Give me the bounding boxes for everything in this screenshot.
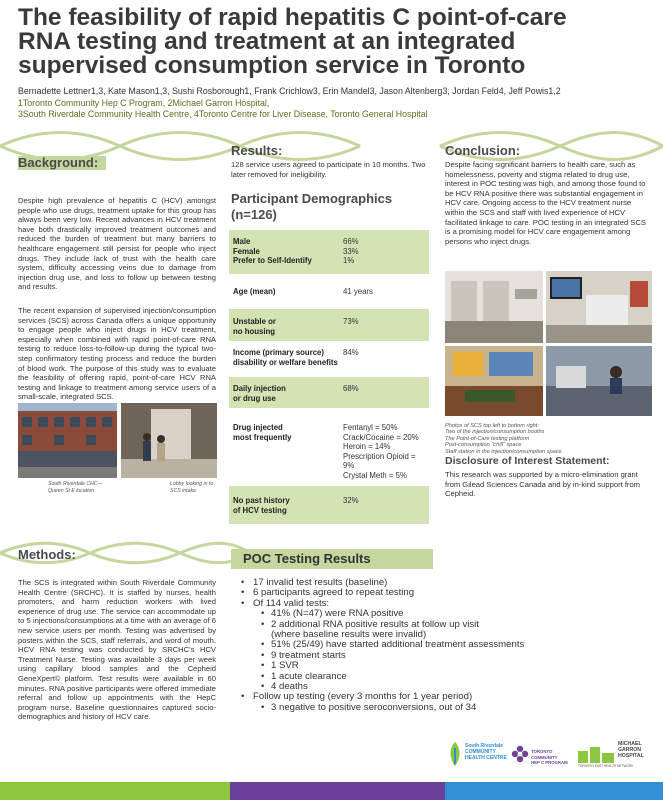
- poc-result-item: • 41% (N=47) were RNA positive: [241, 609, 661, 619]
- mgh-logo: [578, 740, 660, 770]
- bottom-band-green: [0, 782, 230, 800]
- poc-results-list: [241, 578, 661, 713]
- bottom-band-purple: [230, 782, 445, 800]
- results-heading: Results:: [231, 143, 283, 158]
- demo-row-drugs: [229, 411, 429, 489]
- photo-lobby: [121, 403, 217, 478]
- affiliations-line-1: 1Toronto Community Hep C Program, 2Michael Garron Hospital,: [18, 98, 270, 108]
- methods-heading: Methods:: [18, 547, 76, 562]
- value-fentanyl: Fentanyl = 50%: [343, 423, 398, 432]
- label-age: Age (mean): [233, 287, 276, 296]
- poc-result-item: • 6 participants agreed to repeat testing: [241, 588, 661, 598]
- caption-lobby: Lobby looking in to SCS intake: [170, 481, 214, 494]
- label-drugs-line-2: most frequently: [233, 432, 292, 442]
- demo-row-daily-use: [229, 377, 429, 408]
- demo-label-gender: [233, 237, 312, 266]
- label-past-testing: [233, 496, 290, 515]
- demo-value-gender: [343, 237, 359, 266]
- label-self-identify: Prefer to Self-Identify: [233, 256, 312, 265]
- tchp-line-1: TORONTO COMMUNITY: [531, 749, 558, 760]
- srchc-logo-text: [465, 743, 507, 761]
- disclosure-text: This research was supported by a micro-elimination grant from Gilead Sciences Canada and by in-kind support from Cepheid.: [445, 470, 641, 499]
- value-prescription-opioid: Prescription Opioid = 9%: [343, 451, 416, 470]
- value-daily-use: 68%: [343, 384, 359, 393]
- label-daily-use-line-1: Daily injection: [233, 384, 286, 393]
- value-age: 41 years: [343, 287, 373, 296]
- scs-photos-caption: [445, 423, 650, 455]
- label-past-testing-line-2: of HCV testing: [233, 505, 287, 515]
- label-daily-use: [233, 384, 286, 403]
- label-drugs-line-1: Drug injected: [233, 423, 283, 432]
- mgh-logo-text: [618, 741, 644, 759]
- mgh-line-3: HOSPITAL: [618, 753, 644, 759]
- poc-result-item: • Of 114 valid tests:: [241, 599, 661, 609]
- demo-row-age: [229, 278, 429, 306]
- poc-result-item: • 3 negative to positive seroconversions, out of 34: [241, 703, 661, 713]
- srchc-line-3: HEALTH CENTRE: [465, 755, 507, 761]
- poc-result-item: • 9 treatment starts: [241, 651, 661, 661]
- title-line-1: The feasibility of rapid hepatitis C point-of-care: [18, 4, 567, 31]
- affiliations-line-2: 3South Riverdale Community Health Centre, 4Toronto Centre for Liver Disease, Toronto General Hospital: [18, 109, 428, 119]
- background-paragraph-1: Despite high prevalence of hepatitis C (HCV) amongst people who use drugs, treatment uptake for this group has always been very low. Recent advances in HCV treatment have both drastically improved treatment outcomes and reduced the burden of treatment but many barriers to healthcare engagement still persist for people who inject drugs. They include lack of trust with the health care system, difficulty accessing veins due to damage from injection drug use, and loss to follow up between testing and results.: [18, 196, 216, 292]
- value-male: 66%: [343, 237, 359, 246]
- caption-building: South Riverdale CHC— Queen St E location: [48, 481, 103, 494]
- mgh-line-2: GARRON: [618, 747, 642, 753]
- bottom-band-blue: [445, 782, 663, 800]
- demo-row-gender: [229, 230, 429, 274]
- caption-title: Photos of SCS top left to bottom right:: [445, 423, 539, 429]
- caption-line-3: Post-consumption "chill" space: [445, 442, 522, 449]
- conclusion-text: Despite facing significant barriers to health care, such as homelessness, poverty and stigma related to drug use, interest in POC testing was high, and among those found to be HCV RNA positive there was substantial engagement in HCV care. Ongoing access to the HCV treatment nurse within the SCS and staff with lived experience of HCV facilitated linkage to care. POC testing in an integrated SCS is a promising model for HCV care engagement among persons who inject drugs.: [445, 160, 646, 246]
- label-income: [233, 348, 338, 367]
- srchc-logo: [447, 742, 507, 768]
- conclusion-heading: Conclusion:: [445, 143, 521, 158]
- photo-injection-booths: [445, 271, 543, 343]
- label-housing-line-2: no housing: [233, 326, 276, 336]
- value-crack-cocaine: Crack/Cocaine = 20%: [343, 432, 419, 442]
- tchp-logo-text: [531, 749, 573, 766]
- poc-heading: POC Testing Results: [243, 551, 371, 566]
- photo-staff-station: [546, 346, 652, 416]
- label-housing: [233, 317, 276, 336]
- demographics-heading: [231, 191, 392, 223]
- title-line-3: supervised consumption service in Toronto: [18, 52, 526, 79]
- demo-row-housing: [229, 309, 429, 341]
- photo-chill-space: [445, 346, 543, 416]
- value-income: 84%: [343, 348, 359, 357]
- photo-srchc-building: [18, 403, 117, 478]
- label-daily-use-line-2: or drug use: [233, 393, 276, 403]
- results-text: 128 service users agreed to participate in 10 months. Two later removed for ineligibility.: [231, 160, 426, 179]
- caption-line-1: Two of the injection/consumption booths: [445, 429, 545, 436]
- value-self-identify: 1%: [343, 256, 355, 265]
- label-housing-line-1: Unstable or: [233, 317, 276, 326]
- demographics-heading-line-2: (n=126): [231, 207, 277, 222]
- value-past-testing: 32%: [343, 496, 359, 505]
- poster-title: [18, 6, 648, 78]
- value-crystal-meth: Crystal Meth = 5%: [343, 470, 407, 480]
- label-female: Female: [233, 246, 260, 256]
- poc-result-item: • 4 deaths: [241, 682, 661, 692]
- value-housing: 73%: [343, 317, 359, 326]
- value-female: 33%: [343, 246, 359, 256]
- poc-result-item: • 51% (25/49) have started additional treatment assessments: [241, 640, 661, 650]
- demographics-heading-line-1: Participant Demographics: [231, 191, 393, 206]
- srchc-leaf-icon: [447, 742, 463, 766]
- label-drugs: [233, 423, 291, 442]
- poc-result-item: • 17 invalid test results (baseline): [241, 578, 661, 588]
- poc-result-item: • 2 additional RNA positive results at follow up visit: [241, 620, 661, 630]
- srchc-line-1: South Riverdale: [465, 743, 504, 749]
- value-drugs: [343, 423, 429, 480]
- label-income-line-2: disability or welfare benefits: [233, 357, 338, 367]
- poc-result-item: • 1 acute clearance: [241, 672, 661, 682]
- poc-result-item: • 1 SVR: [241, 661, 661, 671]
- caption-line-2: The Point-of-Care testing platform: [445, 435, 530, 442]
- value-heroin: Heroin = 14%: [343, 442, 391, 451]
- demo-row-past-testing: [229, 486, 429, 524]
- caption-line-4: Staff station in the injection/consumption space: [445, 448, 562, 455]
- affiliations: [18, 98, 658, 120]
- authors: Bernadette Lettner1,3, Kate Mason1,3, Sushi Rosborough1, Frank Crichlow3, Erin Mandel3, Jason Altenberg3, Jordan Feld4, Jeff Powis1,2: [18, 86, 561, 96]
- title-line-2: RNA testing and treatment at an integrated: [18, 28, 516, 55]
- poc-result-item: (where baseline results were invalid): [271, 629, 427, 641]
- tchp-logo: [511, 742, 573, 768]
- mgh-line-1: MICHAEL: [618, 741, 642, 747]
- background-paragraph-2: The recent expansion of supervised injection/consumption services (SCS) across Canada offers a unique opportunity to engage people who inject drugs in HCV treatment, especially when combined with rapid point-of-care RNA testing to reduce loss-to-follow-up during the typical two-step confirmatory testing process and reduce the burden of blood work. The purpose of this study was to evaluate the feasibility of offering rapid, point-of-care HCV RNA testing and linkage to treatment among service users of a small-scale, integrated SCS.: [18, 306, 216, 402]
- background-heading: Background:: [18, 155, 99, 170]
- mgh-building-icon: [578, 745, 614, 763]
- srchc-line-2: COMMUNITY: [465, 749, 496, 755]
- label-past-testing-line-1: No past history: [233, 496, 290, 505]
- mgh-subtitle: TORONTO EAST HEALTH NETWORK: [578, 764, 634, 768]
- label-male: Male: [233, 237, 251, 246]
- tchp-flower-icon: [511, 745, 529, 763]
- disclosure-heading: Disclosure of Interest Statement:: [445, 455, 610, 467]
- methods-text: The SCS is integrated within South Riverdale Community Health Centre (SRCHC). It is staffed by nurses, health promoters, and harm reduction workers with lived experience of drug use. The service can accommodate up to 5 injections/consumptions at a time with an average of 6 new service users per month. Testing was advertised by posters within the SCS, staff referrals, and word of mouth. HCV RNA testing was conducted by SRCHC's HCV Treatment Nurse. Testing was available 3 days per week using capillary blood samples and the Cepheid GeneXpert© platform. Test results were available in 60 minutes. RNA positive participants were offered immediate referral and follow up appointments with the HepC program nurse. Baseline questionnaires captured socio-demographics and history of HCV care.: [18, 578, 216, 722]
- label-income-line-1: Income (primary source): [233, 348, 324, 357]
- tchp-line-2: HEP C PROGRAM: [531, 760, 568, 765]
- photo-poc-platform: [546, 271, 652, 343]
- poc-result-item: • Follow up testing (every 3 months for 1 year period): [241, 692, 661, 702]
- demo-row-income: [229, 344, 429, 374]
